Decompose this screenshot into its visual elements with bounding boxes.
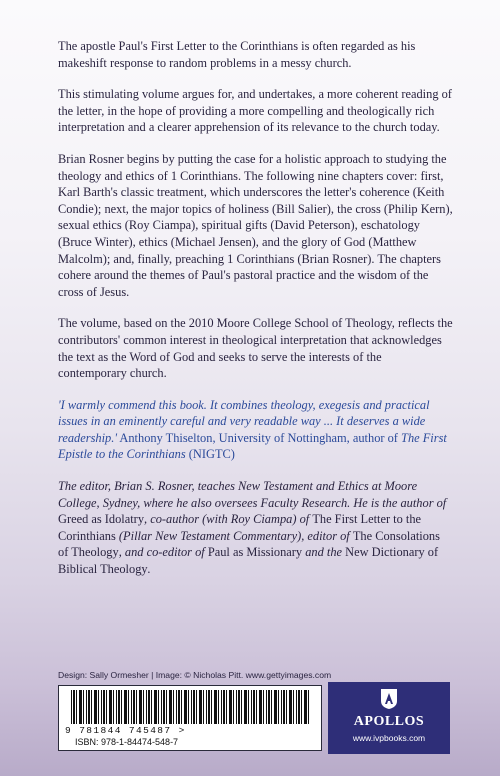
endorsement	[58, 397, 453, 463]
bio-book-1: Greed as Idolatry	[58, 512, 145, 527]
endorsement-series: (NIGTC)	[185, 447, 235, 462]
bio-text-3: (Pillar New Testament Commentary), editor of	[115, 528, 353, 543]
endorsement-quote: 'I warmly commend this book. It combines theology, exegesis and practical issues in an eminently careful and very readable way ... It deserves a wide readership.'	[58, 397, 430, 445]
bio-book-2: The First Letter to the Corinthians	[58, 512, 422, 543]
bio-text-6: .	[147, 562, 151, 577]
apollos-logo-icon	[380, 688, 398, 710]
publisher-name: APOLLOS	[353, 714, 425, 729]
endorsement-attribution: Anthony Thiselton, University of Nottingham, author of	[119, 430, 402, 445]
editor-bio	[58, 478, 453, 578]
barcode	[71, 690, 309, 724]
bio-book-4: Paul as Missionary	[207, 545, 303, 560]
barcode-panel	[58, 685, 322, 751]
blurb-paragraph-2: This stimulating volume argues for, and undertakes, a more coherent reading of the letter, in the hope of providing a more compelling and theologically rich interpretation and a clearer apprehension of its relevance to the church today.	[58, 87, 452, 135]
bio-text-2: , co-author (with Roy Ciampa) of	[144, 512, 313, 527]
cover-footer	[58, 682, 450, 754]
bio-book-5: New Dictionary of Biblical Theology	[58, 545, 439, 577]
publisher-website: www.ivpbooks.com	[352, 733, 426, 743]
endorsement-book-title: The First Epistle to the Corinthians	[58, 430, 447, 462]
blurb-paragraph-3: Brian Rosner begins by putting the case for a holistic approach to studying the theology and ethics of 1 Corinthians. The following nine chapters cover: first, Karl Barth's classic treatment, which underscores the letter's coherence (Keith Condie); next, the major topics of holiness (Bill Salier), the cross (Philip Kern), sexual ethics (Roy Ciampa), spiritual gifts (David Peterson), eschatology (Bruce Winter), ethics (Michael Jensen), and the glory of God (Matthew Malcolm); and, finally, preaching 1 Corinthians (Brian Rosner). The chapters cohere around the themes of Paul's pastoral practice and the wisdom of the cross of Jesus.	[58, 151, 453, 299]
barcode-digits: 9 781844 745487 >	[65, 725, 186, 736]
publisher-panel	[328, 682, 450, 754]
isbn-label: ISBN: 978-1-84474-548-7	[75, 737, 179, 747]
bio-text-4: , and co-editor of	[118, 545, 208, 560]
bio-text-1: The editor, Brian S. Rosner, teaches New Testament and Ethics at Moore College, Sydney, where he also oversees Faculty Research. He is the author of	[58, 479, 447, 510]
back-cover-text	[58, 38, 453, 593]
blurb-paragraph-1: The apostle Paul's First Letter to the Corinthians is often regarded as his makeshift response to random problems in a messy church.	[58, 39, 416, 70]
design-credits: Design: Sally Ormesher | Image: © Nicholas Pitt. www.gettyimages.com	[58, 670, 332, 680]
bio-text-5: and the	[302, 545, 346, 560]
bio-book-3: The Consolations of Theology	[58, 528, 440, 560]
blurb-paragraph-4: The volume, based on the 2010 Moore College School of Theology, reflects the contributors' common interest in theological interpretation that acknowledges the text as the Word of God and seeks to serve the interests of the contemporary church.	[58, 316, 453, 381]
